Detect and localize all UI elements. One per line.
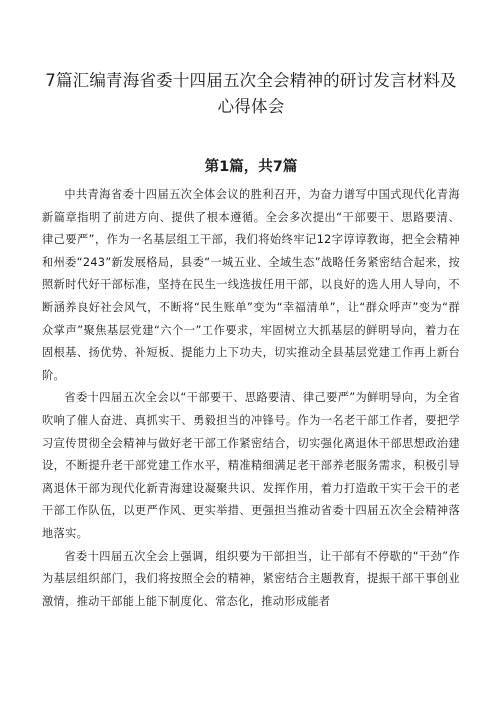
body-text	[42, 184, 460, 613]
paragraph-3: 省委十四届五次全会上强调，组织要为干部担当，让干部有不停歇的“干劲”作为基层组织部门，我们将按照全会的精神，紧密结合主题教育，提振干部干事创业激情，推动干部能上能下制度化、常态化，推动形成能者	[42, 549, 460, 608]
paragraph-1: 中共青海省委十四届五次全体会议的胜利召开，为奋力谱写中国式现代化青海新篇章指明了前进方向、提供了根本遵循。全会多次提出“干部要干、思路要清、律己要严”，作为一名基层组工干部，我们将始终牢记12字谆谆教诲，把全会精神和州委“243”新发展格局，县委“一城五业、全域生态”战略任务紧密结合起来，按照新时代好干部标准，坚持在民生一线选拔任用干部，以良好的选人用人导向，不断涵养良好社会风气，不断将“民生账单”变为“幸福清单”，让“群众呼声”变为“群众掌声”聚焦基层党建“六个一”工作要求，牢固树立大抓基层的鲜明导向，着力在固根基、扬优势、补短板、提能力上下功夫，切实推动全县基层党建工作再上新台阶。	[42, 188, 460, 382]
paragraph-2: 省委十四届五次全会以“干部要干、思路要清、律己要严”为鲜明导向，为全省吹响了催人奋进、真抓实干、勇毅担当的冲锋号。作为一名老干部工作者，要把学习宣传贯彻全会精神与做好老干部工作紧密结合，切实强化离退休干部思想政治建设，不断提升老干部党建工作水平，精准精细满足老干部养老服务需求，积极引导离退休干部为现代化新青海建设凝聚共识、发挥作用，着力打造敢干实干会干的老干部工作队伍，以更严作风、更实举措、更强担当推动省委十四届五次全会精神落地落实。	[42, 391, 460, 540]
document-title: 7篇汇编青海省委十四届五次全会精神的研讨发言材料及心得体会	[45, 71, 457, 116]
section-heading: 第1篇，共7篇	[204, 159, 298, 175]
